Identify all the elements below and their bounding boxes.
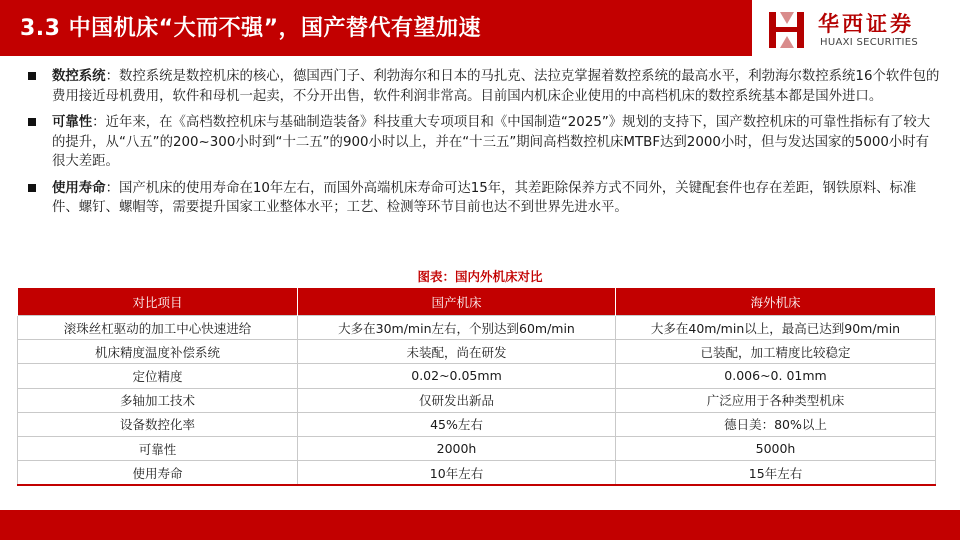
- table-caption: 图表：国内外机床对比: [417, 269, 543, 284]
- logo-name-cn: 华西证券: [818, 12, 914, 36]
- table-cell: 大多在30m/min左右，个别达到60m/min: [298, 316, 616, 340]
- header-bar: [0, 0, 752, 56]
- bullet-reliability: [28, 113, 940, 172]
- page-title: 3.3 中国机床“大而不强”，国产替代有望加速: [20, 16, 482, 41]
- table-cell: 可靠性: [18, 436, 298, 460]
- bullet-cnc-system: [28, 67, 940, 106]
- comparison-table: [17, 288, 936, 486]
- table-cell: 定位精度: [18, 364, 298, 388]
- table-cell: 5000h: [616, 436, 936, 460]
- bullet-text: ：国产机床的使用寿命在10年左右，而国外高端机床寿命可达15年，其差距除保养方式不同外，关键配套件也存在差距，钢铁原料、标准件、螺钉、螺帽等，需要提升国家工业整体水平；工艺、检测等环节目前也达不到世界先进水平。: [52, 180, 917, 215]
- bullet-service-life: [28, 179, 940, 218]
- table-cell: 使用寿命: [18, 461, 298, 486]
- square-bullet-icon: [28, 72, 36, 80]
- table-row: [18, 340, 936, 364]
- header-cell: 国产机床: [298, 288, 616, 316]
- company-logo: [752, 0, 960, 56]
- bullet-term: 使用寿命: [52, 180, 106, 196]
- table-cell: 45%左右: [298, 412, 616, 436]
- table-row: [18, 412, 936, 436]
- logo-name-en: HUAXI SECURITIES: [820, 37, 919, 48]
- bullet-term: 数控系统: [52, 69, 106, 84]
- table-cell: 德日美：80%以上: [616, 412, 936, 436]
- table-cell: 广泛应用于各种类型机床: [616, 388, 936, 412]
- table-cell: 机床精度温度补偿系统: [18, 340, 298, 364]
- table-cell: 10年左右: [298, 461, 616, 486]
- header-cell: 对比项目: [18, 288, 298, 316]
- table-cell: 15年左右: [616, 461, 936, 486]
- table-cell: 未装配，尚在研发: [298, 340, 616, 364]
- table-cell: 0.02~0.05mm: [298, 364, 616, 388]
- table-row: [18, 316, 936, 340]
- table-cell: 仅研发出新品: [298, 388, 616, 412]
- huaxi-logo-icon: [767, 8, 807, 50]
- footer-bar: [0, 510, 960, 540]
- square-bullet-icon: [28, 184, 36, 192]
- bullet-term: 可靠性: [52, 115, 93, 130]
- table-cell: 大多在40m/min以上，最高已达到90m/min: [616, 316, 936, 340]
- table-row: [18, 388, 936, 412]
- header-cell: 海外机床: [616, 288, 936, 316]
- bullet-list: [28, 67, 940, 225]
- table-row: [18, 461, 936, 486]
- table-cell: 0.006~0. 01mm: [616, 364, 936, 388]
- table-cell: 已装配，加工精度比较稳定: [616, 340, 936, 364]
- table-cell: 2000h: [298, 436, 616, 460]
- table-row: [18, 364, 936, 388]
- bullet-text: ：近年来，在《高档数控机床与基础制造装备》科技重大专项项目和《中国制造“2025”》规划的支持下，国产数控机床的可靠性指标有了较大的提升，从“八五”的200~300小时到“十二五”的900小时以上，并在“十三五”期间高档数控机床MTBF达到2000小时，但与发达国家的5000小时有很大差距。: [52, 115, 931, 169]
- table-row: [18, 436, 936, 460]
- table-cell: 滚珠丝杠驱动的加工中心快速进给: [18, 316, 298, 340]
- table-cell: 设备数控化率: [18, 412, 298, 436]
- table-cell: 多轴加工技术: [18, 388, 298, 412]
- square-bullet-icon: [28, 118, 36, 126]
- table-header-row: [18, 288, 936, 316]
- bullet-text: ：数控系统是数控机床的核心，德国西门子、利勃海尔和日本的马扎克、法拉克掌握着数控系统的最高水平，利勃海尔数控系统16个软件包的费用接近母机费用，软件和母机一起卖，不分开出售，软件利润非常高。目前国内机床企业使用的中高档机床的数控系统基本都是国外进口。: [52, 69, 940, 104]
